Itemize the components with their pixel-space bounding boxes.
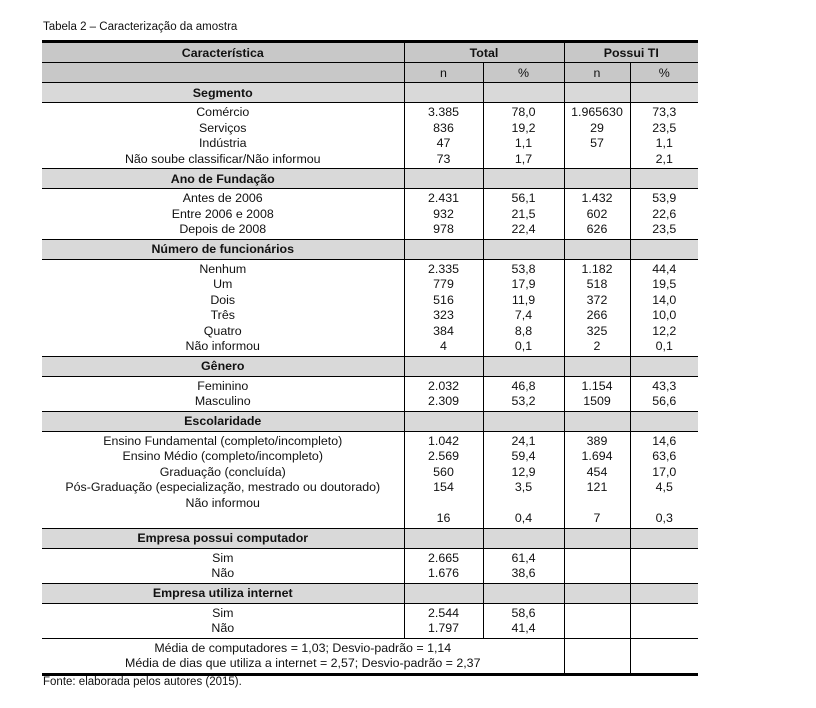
row-value: 12,9 [511, 464, 536, 479]
subheader-ti-n: n [564, 63, 630, 83]
row-value: 1.432 [581, 191, 613, 205]
row-value: 53,9 [652, 191, 677, 205]
row-value: 121 [586, 480, 608, 494]
ti-pct-cell [630, 103, 698, 169]
row-value: 0,1 [514, 339, 533, 353]
empty-cell [630, 638, 698, 674]
ti-pct-cell [630, 431, 698, 528]
label-cell [42, 376, 404, 411]
row-label: Sim [212, 605, 234, 620]
section-title: Escolaridade [42, 411, 404, 431]
row-label: Um [213, 277, 233, 291]
empty-cell [630, 411, 698, 431]
row-value: 53,8 [511, 261, 536, 276]
row-value: 978 [433, 222, 454, 236]
total-pct-cell [483, 103, 564, 169]
row-value: 0,1 [655, 339, 673, 353]
row-value: 0,4 [514, 511, 533, 525]
row-value: 63,6 [652, 449, 677, 463]
ti-pct-cell [630, 548, 698, 583]
empty-cell [404, 83, 483, 103]
total-n-cell [404, 259, 483, 356]
row-value: 1.797 [427, 621, 459, 635]
empty-cell [564, 638, 630, 674]
row-value: 2.032 [427, 378, 459, 393]
row-value: 17,9 [511, 277, 536, 291]
row-value: 836 [433, 120, 454, 135]
empty-cell [630, 169, 698, 189]
row-value: 1,7 [514, 151, 533, 166]
row-value: 23,5 [652, 120, 677, 135]
section-title: Ano de Fundação [42, 169, 404, 189]
row-label: Depois de 2008 [179, 222, 267, 236]
row-value [631, 621, 699, 637]
section-header-row [42, 83, 698, 103]
empty-cell [404, 528, 483, 548]
row-value: 44,4 [652, 261, 677, 276]
row-value: 1,1 [514, 136, 533, 150]
row-value: 14,6 [652, 433, 677, 448]
ti-n-cell [564, 103, 630, 169]
row-value: 10,0 [652, 308, 677, 322]
footer-row [42, 638, 698, 674]
section-header-row [42, 356, 698, 376]
empty-cell [404, 356, 483, 376]
section-data-row [42, 189, 698, 240]
row-label: Masculino [194, 394, 251, 408]
blank-line [42, 511, 404, 527]
empty-cell [630, 356, 698, 376]
ti-pct-cell [630, 603, 698, 638]
footer-stat-line: Média de dias que utiliza a internet = 2,57; Desvio-padrão = 2,37 [125, 656, 481, 670]
row-label: Comércio [196, 105, 250, 119]
row-value: 2.335 [427, 261, 459, 276]
row-value: 22,6 [652, 206, 677, 221]
section-title: Gênero [42, 356, 404, 376]
row-label: Feminino [197, 378, 249, 393]
empty-cell [483, 528, 564, 548]
subheader-total-pct: % [483, 63, 564, 83]
empty-cell [630, 583, 698, 603]
blank-line [405, 496, 483, 512]
row-value: 46,8 [511, 378, 536, 393]
empty-cell [564, 356, 630, 376]
empty-cell [564, 83, 630, 103]
ti-n-cell [564, 431, 630, 528]
row-value: 56,1 [511, 191, 536, 205]
blank-line [484, 496, 564, 512]
row-value: 2.309 [427, 394, 459, 408]
total-pct-cell [483, 431, 564, 528]
row-label: Entre 2006 e 2008 [171, 206, 274, 221]
header-characteristic: Característica [42, 42, 404, 63]
row-value: 2 [593, 339, 601, 353]
table-caption: Tabela 2 – Caracterização da amostra [43, 21, 238, 33]
header-total: Total [404, 42, 564, 63]
section-header-row [42, 583, 698, 603]
row-value: 518 [586, 277, 608, 291]
ti-n-cell [564, 189, 630, 240]
blank-line [565, 496, 630, 512]
row-value: 4,5 [655, 480, 673, 494]
row-value [565, 566, 630, 582]
row-value: 1.694 [581, 449, 613, 463]
row-label: Ensino Fundamental (completo/incompleto) [103, 433, 343, 448]
row-value: 1.182 [581, 261, 613, 276]
row-label: Ensino Médio (completo/incompleto) [122, 449, 323, 463]
section-header-row [42, 239, 698, 259]
empty-cell [630, 83, 698, 103]
footer-stats-cell [42, 638, 564, 674]
empty-cell [564, 239, 630, 259]
row-value: 932 [433, 206, 454, 221]
row-value: 2.431 [427, 191, 459, 205]
row-value: 1.042 [427, 433, 459, 448]
ti-pct-cell [630, 189, 698, 240]
row-value: 59,4 [511, 449, 536, 463]
empty-cell [630, 528, 698, 548]
section-title: Número de funcionários [42, 239, 404, 259]
label-cell [42, 189, 404, 240]
row-value [565, 152, 630, 168]
row-label: Não [211, 566, 235, 580]
empty-cell [483, 239, 564, 259]
row-label: Nenhum [199, 261, 247, 276]
row-value [631, 606, 699, 622]
row-value: 1509 [583, 394, 611, 408]
row-value: 19,5 [652, 277, 677, 291]
row-value: 58,6 [511, 605, 536, 620]
row-value [565, 551, 630, 567]
row-value: 389 [586, 433, 608, 448]
row-value: 73,3 [652, 105, 677, 119]
total-n-cell [404, 548, 483, 583]
row-value: 266 [586, 308, 608, 322]
row-value: 154 [433, 480, 454, 494]
row-value: 2.544 [427, 605, 459, 620]
row-value: 0,3 [655, 511, 673, 525]
section-data-row [42, 603, 698, 638]
row-value: 372 [586, 292, 608, 307]
row-value: 29 [590, 120, 604, 135]
row-value: 56,6 [652, 394, 677, 408]
empty-cell [404, 239, 483, 259]
row-value: 17,0 [652, 464, 677, 479]
empty-cell [483, 411, 564, 431]
section-data-row [42, 103, 698, 169]
row-value: 1.965630 [571, 105, 623, 119]
row-value: 323 [433, 308, 454, 322]
row-label: Não [211, 621, 235, 635]
empty-cell [630, 239, 698, 259]
section-header-row [42, 411, 698, 431]
row-value: 22,4 [511, 222, 536, 236]
ti-n-cell [564, 259, 630, 356]
row-value: 325 [586, 323, 608, 338]
total-n-cell [404, 431, 483, 528]
section-data-row [42, 259, 698, 356]
row-value: 516 [433, 292, 454, 307]
row-value: 53,2 [511, 394, 536, 408]
row-label: Pós-Graduação (especialização, mestrado ou doutorado) [65, 480, 381, 494]
label-cell [42, 259, 404, 356]
label-cell [42, 431, 404, 528]
sample-characterization-table [42, 40, 698, 676]
row-label: Graduação (concluída) [159, 464, 286, 479]
total-pct-cell [483, 548, 564, 583]
total-n-cell [404, 603, 483, 638]
empty-cell [564, 583, 630, 603]
subheader-ti-pct: % [630, 63, 698, 83]
section-header-row [42, 169, 698, 189]
total-n-cell [404, 376, 483, 411]
row-value [565, 606, 630, 622]
subheader-total-n: n [404, 63, 483, 83]
row-value: 7 [593, 511, 601, 525]
empty-cell [483, 356, 564, 376]
empty-cell [564, 528, 630, 548]
row-value: 384 [433, 323, 454, 338]
row-value: 2.569 [427, 449, 459, 463]
row-value [565, 621, 630, 637]
table-source: Fonte: elaborada pelos autores (2015). [43, 676, 242, 688]
ti-n-cell [564, 603, 630, 638]
row-label: Não informou [185, 339, 260, 353]
row-value: 24,1 [511, 433, 536, 448]
row-value: 3.385 [427, 105, 459, 119]
section-data-row [42, 548, 698, 583]
ti-n-cell [564, 548, 630, 583]
row-value: 61,4 [511, 550, 536, 565]
row-value: 602 [586, 206, 608, 221]
row-value [631, 566, 699, 582]
empty-cell [564, 169, 630, 189]
empty-cell [404, 583, 483, 603]
row-value: 11,9 [511, 292, 536, 307]
empty-cell [564, 411, 630, 431]
empty-cell [404, 169, 483, 189]
empty-cell [483, 83, 564, 103]
total-n-cell [404, 103, 483, 169]
ti-n-cell [564, 376, 630, 411]
row-value: 2,1 [655, 151, 673, 166]
section-header-row [42, 528, 698, 548]
section-title: Empresa utiliza internet [42, 583, 404, 603]
row-value: 19,2 [511, 120, 536, 135]
row-label: Antes de 2006 [182, 191, 263, 205]
row-value: 43,3 [652, 378, 677, 393]
empty-cell [483, 169, 564, 189]
total-pct-cell [483, 259, 564, 356]
subheader-empty [42, 63, 404, 83]
row-value: 1.676 [427, 566, 459, 580]
row-value: 2.665 [427, 550, 459, 565]
row-value: 1.154 [581, 378, 613, 393]
row-value: 16 [436, 511, 451, 525]
label-cell [42, 548, 404, 583]
total-pct-cell [483, 376, 564, 411]
section-title: Empresa possui computador [42, 528, 404, 548]
row-label: Sim [212, 550, 234, 565]
row-value: 3,5 [514, 480, 533, 494]
section-data-row [42, 431, 698, 528]
header-row [42, 42, 698, 63]
label-cell [42, 103, 404, 169]
row-value: 4 [440, 339, 447, 353]
blank-line [631, 496, 699, 512]
row-value: 779 [433, 277, 454, 291]
row-value: 626 [586, 222, 608, 236]
row-label: Três [210, 308, 235, 322]
row-value: 14,0 [652, 292, 677, 307]
ti-pct-cell [630, 376, 698, 411]
row-value: 78,0 [511, 105, 536, 119]
row-label: Quatro [203, 323, 242, 338]
row-value: 560 [433, 464, 454, 479]
row-label: Indústria [198, 136, 247, 150]
row-value: 454 [586, 464, 608, 479]
subheader-row [42, 63, 698, 83]
row-value: 57 [590, 136, 604, 150]
footer-stat-line: Média de computadores = 1,03; Desvio-padrão = 1,14 [154, 640, 452, 655]
total-pct-cell [483, 189, 564, 240]
total-n-cell [404, 189, 483, 240]
empty-cell [483, 583, 564, 603]
row-value: 21,5 [511, 206, 536, 221]
row-value: 7,4 [514, 308, 533, 322]
row-value: 38,6 [511, 566, 536, 580]
row-value: 41,4 [511, 621, 536, 635]
row-value: 1,1 [655, 136, 673, 150]
row-value: 23,5 [652, 222, 677, 236]
section-title: Segmento [42, 83, 404, 103]
row-label: Serviços [198, 120, 247, 135]
row-value: 73 [436, 151, 451, 166]
row-value: 47 [436, 136, 451, 150]
ti-pct-cell [630, 259, 698, 356]
row-value [631, 551, 699, 567]
label-cell [42, 603, 404, 638]
row-value: 12,2 [652, 323, 677, 338]
empty-cell [404, 411, 483, 431]
row-value: 8,8 [514, 323, 533, 338]
row-label: Não soube classificar/Não informou [124, 151, 321, 166]
row-label: Dois [210, 292, 236, 307]
header-possui-ti: Possui TI [564, 42, 698, 63]
row-label: Não informou [185, 495, 260, 510]
section-data-row [42, 376, 698, 411]
total-pct-cell [483, 603, 564, 638]
